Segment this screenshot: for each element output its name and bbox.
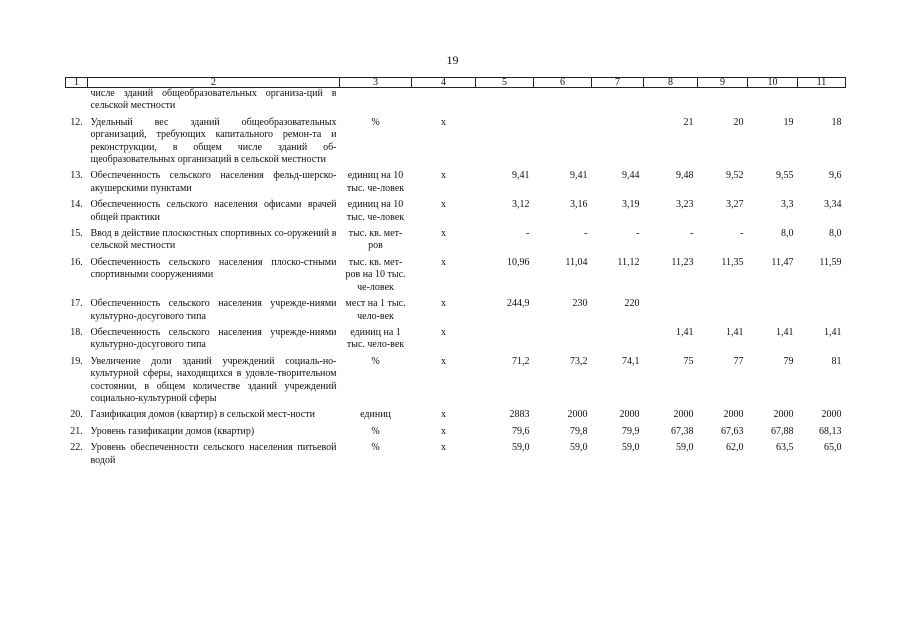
value-cell: [748, 294, 798, 323]
header-row: [66, 78, 846, 88]
value-cell: x: [441, 298, 446, 310]
row-number: 13.: [70, 170, 83, 182]
value-cell: x: [441, 170, 446, 182]
value-cell: [476, 88, 534, 113]
value-cell: 2000: [723, 409, 744, 421]
indicator-description: Уровень обеспеченности сельского населения питьевой водой: [90, 442, 337, 466]
table-row: [66, 195, 846, 224]
value-cell: [476, 323, 534, 352]
table-row: [66, 422, 846, 438]
value-cell: 9,55: [776, 170, 794, 182]
value-cell: [476, 113, 534, 167]
value-cell: 2883: [509, 409, 530, 421]
value-cell: [698, 88, 748, 113]
value-cell: 79,9: [622, 425, 640, 437]
value-cell: 244,9: [507, 298, 530, 310]
value-cell: 67,38: [671, 425, 694, 437]
value-cell: -: [740, 228, 744, 240]
indicators-table: [65, 77, 846, 467]
value-cell: x: [441, 355, 446, 367]
value-cell: 1,41: [726, 326, 744, 338]
value-cell: 74,1: [622, 355, 640, 367]
value-cell: -: [690, 228, 694, 240]
value-cell: [644, 294, 698, 323]
value-cell: 1,41: [676, 326, 694, 338]
indicator-description: Обеспеченность сельского населения учрежде-ниями культурно-досугового типа: [90, 298, 337, 322]
indicator-description: Ввод в действие плоскостных спортивных со-оружений в сельской местности: [90, 228, 337, 252]
value-cell: 67,88: [771, 425, 794, 437]
table-row: [66, 88, 846, 113]
row-number: 15.: [70, 228, 83, 240]
value-cell: 8,0: [781, 228, 794, 240]
value-cell: 18: [831, 116, 842, 128]
value-cell: x: [441, 425, 446, 437]
value-cell: 79: [783, 355, 794, 367]
value-cell: 1,41: [824, 326, 842, 338]
value-cell: 9,6: [829, 170, 842, 182]
value-cell: 2000: [673, 409, 694, 421]
column-header: 6: [534, 78, 592, 88]
value-cell: 77: [733, 355, 744, 367]
value-cell: 3,12: [512, 199, 530, 211]
value-cell: [748, 88, 798, 113]
table-row: [66, 294, 846, 323]
unit-of-measure: единиц на 10 тыс. че-ловек: [346, 170, 405, 194]
page-number: 19: [446, 53, 459, 67]
table-row: [66, 323, 846, 352]
value-cell: 2000: [821, 409, 842, 421]
value-cell: 9,41: [570, 170, 588, 182]
unit-of-measure: %: [371, 355, 380, 367]
table-row: [66, 253, 846, 294]
value-cell: 3,34: [824, 199, 842, 211]
column-header: 10: [748, 78, 798, 88]
column-header: 1: [66, 78, 88, 88]
column-header: 11: [798, 78, 846, 88]
value-cell: 11,23: [671, 256, 694, 268]
table-body: [66, 88, 846, 467]
indicator-description: Газификация домов (квартир) в сельской мест-ности: [90, 409, 315, 421]
table-row: [66, 113, 846, 167]
value-cell: 3,3: [781, 199, 794, 211]
value-cell: 11,59: [819, 256, 842, 268]
value-cell: 68,13: [819, 425, 842, 437]
value-cell: [592, 88, 644, 113]
value-cell: 11,12: [617, 256, 640, 268]
table-row: [66, 405, 846, 421]
unit-of-measure: единиц на 1 тыс. чело-век: [346, 326, 405, 351]
value-cell: -: [636, 228, 640, 240]
table-row: [66, 438, 846, 467]
value-cell: [592, 113, 644, 167]
value-cell: 9,41: [512, 170, 530, 182]
value-cell: 9,44: [622, 170, 640, 182]
value-cell: 1,41: [776, 326, 794, 338]
value-cell: 71,2: [512, 355, 530, 367]
row-number: 21.: [70, 425, 83, 437]
value-cell: 63,5: [776, 442, 794, 454]
table-row: [66, 352, 846, 406]
unit-of-measure: тыс. кв. мет-ров на 10 тыс. че-ловек: [345, 256, 406, 293]
value-cell: 59,0: [512, 442, 530, 454]
indicator-description: Увеличение доли зданий учреждений социаль-но-культурной сферы, находящихся в удовле-творительном состоянии, в общем количестве зданий учреждений социально-культурной сферы: [90, 355, 337, 404]
value-cell: 9,48: [676, 170, 694, 182]
value-cell: x: [441, 228, 446, 240]
row-number: 17.: [70, 298, 83, 310]
value-cell: x: [441, 326, 446, 338]
value-cell: 8,0: [829, 228, 842, 240]
table-row: [66, 166, 846, 195]
row-number: 14.: [70, 199, 83, 211]
value-cell: x: [441, 442, 446, 454]
row-number: 19.: [70, 355, 83, 367]
unit-of-measure: %: [371, 442, 380, 454]
unit-of-measure: тыс. кв. мет-ров: [348, 228, 403, 252]
value-cell: 2000: [619, 409, 640, 421]
unit-of-measure: [340, 88, 412, 113]
value-cell: 10,96: [507, 256, 530, 268]
indicator-description: Обеспеченность сельского населения плоско-стными спортивными сооружениями: [90, 256, 337, 281]
unit-of-measure: мест на 1 тыс. чело-век: [345, 298, 406, 322]
column-header: 5: [476, 78, 534, 88]
value-cell: 19: [783, 116, 794, 128]
column-header: 3: [340, 78, 412, 88]
indicator-description: Обеспеченность сельского населения учрежде-ниями культурно-досугового типа: [90, 326, 337, 351]
value-cell: 2000: [567, 409, 588, 421]
value-cell: 65,0: [824, 442, 842, 454]
value-cell: [592, 323, 644, 352]
column-header: 2: [88, 78, 340, 88]
value-cell: 59,0: [676, 442, 694, 454]
value-cell: 73,2: [570, 355, 588, 367]
value-cell: 2000: [773, 409, 794, 421]
row-number: 18.: [70, 326, 83, 338]
value-cell: 230: [572, 298, 588, 310]
value-cell: 11,47: [771, 256, 794, 268]
table-row: [66, 224, 846, 253]
value-cell: 3,16: [570, 199, 588, 211]
row-number: [66, 88, 88, 113]
value-cell: [798, 294, 846, 323]
value-cell: -: [526, 228, 530, 240]
value-cell: 11,04: [565, 256, 588, 268]
value-cell: 3,23: [676, 199, 694, 211]
value-cell: [798, 88, 846, 113]
value-cell: x: [441, 116, 446, 128]
unit-of-measure: единиц: [360, 409, 391, 421]
value-cell: 3,19: [622, 199, 640, 211]
column-header: 8: [644, 78, 698, 88]
indicator-description: Удельный вес зданий общеобразовательных организаций, требующих капитального ремон-та и реконструкции, в общем числе зданий об-щеобразовательных организаций в сельской местности: [90, 116, 337, 166]
value-cell: x: [441, 256, 446, 268]
row-number: 22.: [70, 442, 83, 454]
column-header: 4: [412, 78, 476, 88]
indicator-description: Уровень газификации домов (квартир): [90, 425, 255, 437]
value-cell: [644, 88, 698, 113]
unit-of-measure: %: [371, 425, 380, 437]
unit-of-measure: единиц на 10 тыс. че-ловек: [346, 199, 405, 223]
value-cell: 79,8: [570, 425, 588, 437]
value-cell: 20: [733, 116, 744, 128]
value-cell: 220: [624, 298, 640, 310]
value-cell: [698, 294, 748, 323]
value-cell: 79,6: [512, 425, 530, 437]
indicator-description: Обеспеченность сельского населения фельд-шерско-акушерскими пунктами: [90, 170, 337, 194]
row-number: 16.: [70, 256, 83, 268]
value-cell: 59,0: [622, 442, 640, 454]
unit-of-measure: %: [371, 116, 380, 128]
row-number: 20.: [70, 409, 83, 421]
column-header: 7: [592, 78, 644, 88]
value-cell: -: [584, 228, 588, 240]
value-cell: 75: [683, 355, 694, 367]
value-cell: 59,0: [570, 442, 588, 454]
value-cell: [412, 88, 476, 113]
indicator-description: Обеспеченность сельского населения офисами врачей общей практики: [90, 199, 337, 223]
value-cell: 21: [683, 116, 694, 128]
value-cell: 3,27: [726, 199, 744, 211]
value-cell: [534, 113, 592, 167]
value-cell: [534, 323, 592, 352]
value-cell: 67,63: [721, 425, 744, 437]
value-cell: 81: [831, 355, 842, 367]
indicator-description: числе зданий общеобразовательных организа-ций в сельской местности: [90, 88, 337, 112]
value-cell: 11,35: [721, 256, 744, 268]
column-header: 9: [698, 78, 748, 88]
value-cell: x: [441, 409, 446, 421]
row-number: 12.: [70, 116, 83, 128]
value-cell: [534, 88, 592, 113]
value-cell: 62,0: [726, 442, 744, 454]
value-cell: x: [441, 199, 446, 211]
value-cell: 9,52: [726, 170, 744, 182]
